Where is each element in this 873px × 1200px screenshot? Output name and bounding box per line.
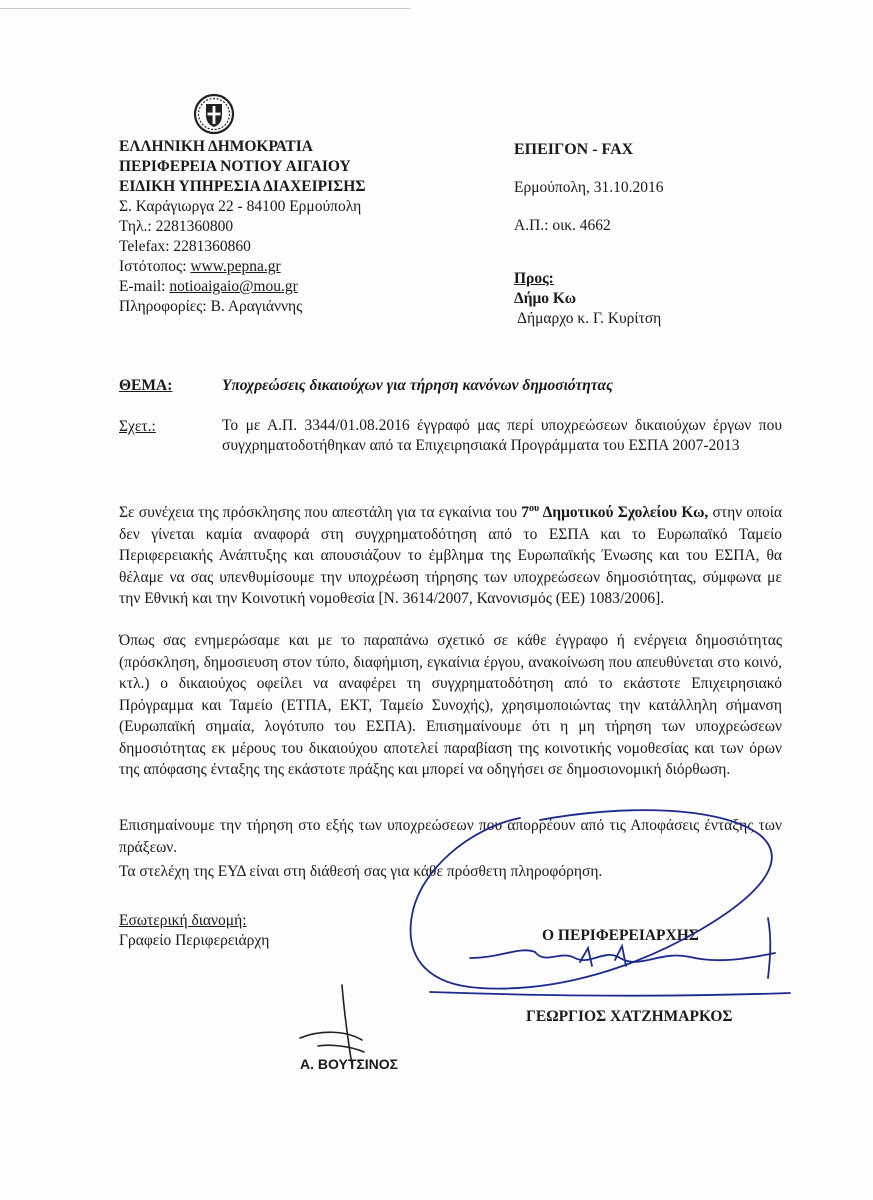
sender-service: ΕΙΔΙΚΗ ΥΠΗΡΕΣΙΑ ΔΙΑΧΕΙΡΙΣΗΣ	[119, 178, 366, 195]
email-link[interactable]: notioaigaio@mou.gr	[169, 278, 298, 295]
sender-telefax: Telefax: 2281360860	[119, 238, 251, 255]
recipient: Δήμο Κω	[514, 290, 577, 307]
protocol-number: Α.Π.: οικ. 4662	[514, 217, 611, 234]
to-label: Προς:	[514, 270, 554, 287]
distribution-item: Γραφείο Περιφερειάρχη	[119, 932, 270, 949]
sender-address: Σ. Καράγιωργα 22 - 84100 Ερμούπολη	[119, 198, 362, 215]
page-edge-line	[0, 8, 410, 9]
p1-start: Σε συνέχεια της πρόσκλησης που απεστάλη για τα εγκαίνια του	[119, 504, 522, 521]
p1-ordinal: 7	[521, 504, 530, 521]
signatory-title: Ο ΠΕΡΙΦΕΡΕΙΑΡΧΗΣ	[542, 927, 699, 944]
website-label: Ιστότοπος:	[119, 258, 191, 275]
body-paragraph-3: Επισημαίνουμε την τήρηση στο εξής των υποχρεώσεων που απορρέουν από τις Αποφάσεις ένταξης των πράξεων.	[119, 817, 782, 856]
internal-distribution	[119, 911, 269, 951]
email-label: E-mail:	[119, 278, 170, 295]
website-link[interactable]: www.pepna.gr	[190, 258, 281, 275]
sender-country: ΕΛΛΗΝΙΚΗ ΔΗΜΟΚΡΑΤΙΑ	[119, 138, 313, 155]
subject-label: ΘΕΜΑ:	[119, 377, 173, 394]
body-paragraph-2: Όπως σας ενημερώσαμε και με το παραπάνω σχετικό σε κάθε έγγραφο ή ενέργεια δημοσιότητας (πρόσκληση, δημοσιευση στον τύπο, διαφήμιση, εγκαίνια έργου, ανακοίνωση που απευθύνεται στο κοινό, κτλ.) ο δικαιούχος οφείλει να αναφέρει τη συγχρηματοδότηση από το εκάστοτε Επιχειρησιακό Πρόγραμμα και Ταμείο (ΕΤΠΑ, ΕΚΤ, Ταμείο Συνοχής), χρησιμοποιώντας την κατάλληλη σήμανση (Ευρωπαϊκή σημαία, λογότυπο του ΕΣΠΑ). Επισημαίνουμε ότι η μη τήρηση των υποχρεώσεων δημοσιότητας εκ μέρους του δικαιούχου αποτελεί παραβίαση της κοινοτικής νομοθεσίας και των όρων της απόφασης ένταξης της εκάστοτε πράξης και μπορεί να οδηγήσει σε δημοσιονομική διόρθωση.	[119, 632, 782, 778]
initials-stamp: Α. ΒΟΥΤΣΙΝΟΣ	[300, 1056, 399, 1072]
sender-block	[119, 137, 366, 317]
sender-region: ΠΕΡΙΦΕΡΕΙΑ ΝΟΤΙΟΥ ΑΙΓΑΙΟΥ	[119, 158, 351, 175]
p1-rest: στην οποία δεν γίνεται καμία αναφορά στη συγχρηματοδότηση από το ΕΣΠΑ και το Ευρωπαϊκό Ταμείο Περιφερειακής Ανάπτυξης και απουσιάζουν το έμβλημα της Ευρωπαϊκής Ένωσης και του ΕΣΠΑ, θα θέλαμε να σας υπενθυμίσουμε την υποχρέωση τήρησης των υποχρεώσεων δημοσιότητας, σύμφωνα με την Εθνική και την Κοινοτική νομοθεσία [Ν. 3614/2007, Κανονισμός (ΕΕ) 1083/2006].	[119, 504, 782, 607]
related-text: Το με Α.Π. 3344/01.08.2016 έγγραφό μας περί υποχρεώσεων δικαιούχων έργων που συγχρηματοδοτήθηκαν από τα Επιχειρησιακά Προγράμματα του ΕΣΠΑ 2007-2013	[222, 417, 782, 454]
recipient-person: Δήμαρχο κ. Γ. Κυρίτση	[517, 310, 662, 327]
sender-email-row	[119, 277, 366, 297]
header-right	[514, 140, 664, 329]
subject-text: Υποχρεώσεις δικαιούχων για τήρηση κανόνων δημοσιότητας	[222, 377, 613, 394]
p1-school: Δημοτικού Σχολείου Κω,	[539, 504, 709, 521]
body-paragraph-1	[119, 502, 782, 610]
sender-website-row	[119, 257, 366, 277]
sender-phone: Τηλ.: 2281360800	[119, 218, 234, 235]
urgent-fax-label: ΕΠΕΙΓΟΝ - FAX	[514, 141, 634, 158]
distribution-label: Εσωτερική διανομή:	[119, 912, 247, 929]
place-date: Ερμούπολη, 31.10.2016	[514, 179, 664, 196]
sender-info: Πληροφορίες: Β. Αραγιάννης	[119, 298, 303, 315]
greek-emblem-icon	[193, 93, 235, 135]
related-label: Σχετ.:	[119, 418, 156, 435]
signatory-name: ΓΕΩΡΓΙΟΣ ΧΑΤΖΗΜΑΡΚΟΣ	[526, 1008, 733, 1025]
p1-ordinal-suffix: ου	[529, 502, 540, 514]
body-paragraph-4: Τα στελέχη της ΕΥΔ είναι στη διάθεσή σας για κάθε πρόσθετη πληροφόρηση.	[119, 863, 603, 880]
